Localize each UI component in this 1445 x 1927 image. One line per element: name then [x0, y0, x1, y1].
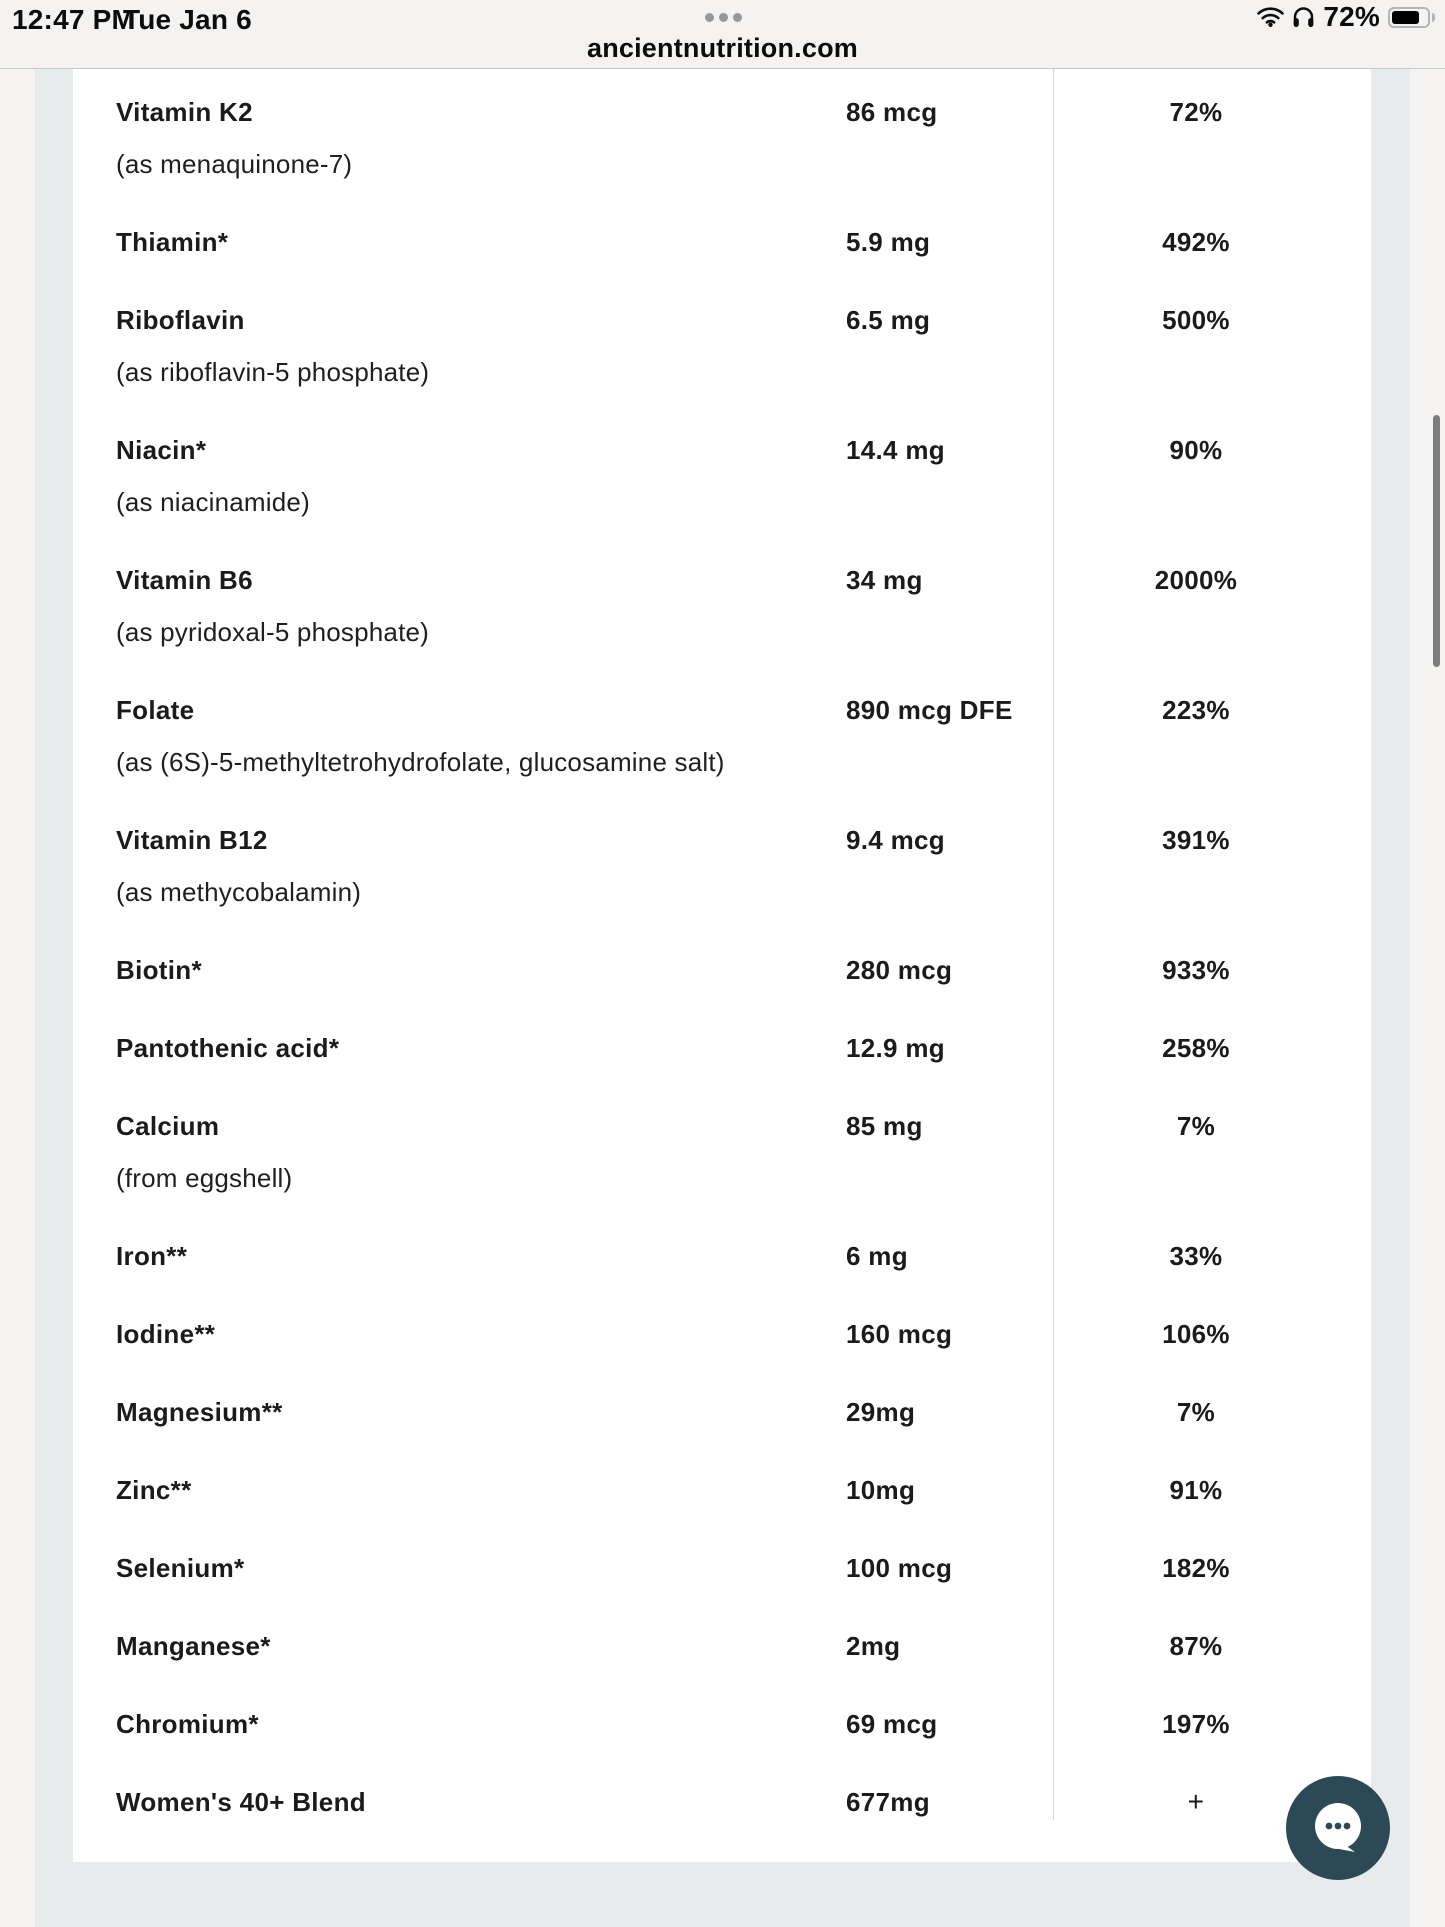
table-row [116, 203, 1371, 281]
nutrient-amount: 9.4 mcg [846, 824, 945, 855]
nutrient-name: Biotin* [116, 954, 202, 985]
nutrient-daily-value: 7% [1176, 1110, 1216, 1141]
nutrient-name: Selenium* [116, 1552, 245, 1583]
nutrient-daily-value: 197% [1162, 1708, 1230, 1739]
nutrient-amount: 5.9 mg [846, 226, 931, 257]
nutrient-daily-value: 33% [1169, 1240, 1223, 1271]
nutrient-source: (as niacinamide) [116, 486, 310, 517]
status-date: Tue Jan 6 [123, 4, 252, 35]
nutrient-amount: 6 mg [846, 1240, 908, 1271]
nutrient-name: Iodine** [116, 1318, 216, 1349]
table-row [116, 281, 1371, 411]
nutrient-daily-value: 500% [1162, 304, 1230, 335]
nutrient-amount: 14.4 mg [846, 434, 945, 465]
table-row [116, 411, 1371, 541]
nutrient-daily-value: 391% [1162, 824, 1230, 855]
table-row [116, 1087, 1371, 1217]
battery-icon [1388, 7, 1430, 28]
nutrient-daily-value: 258% [1162, 1032, 1230, 1063]
table-row [116, 1009, 1371, 1087]
nutrient-name: Folate [116, 694, 195, 725]
nutrient-daily-value: 492% [1162, 226, 1230, 257]
browser-toolbar [0, 0, 1445, 69]
nutrient-name: Calcium [116, 1110, 220, 1141]
table-row [116, 73, 1371, 203]
nutrient-name: Vitamin B6 [116, 564, 253, 595]
nutrient-amount: 29mg [846, 1396, 916, 1427]
supplement-facts-card [73, 69, 1371, 1862]
nutrient-daily-value: 7% [1176, 1396, 1216, 1427]
wifi-icon [1257, 7, 1284, 27]
nutrient-name: Vitamin B12 [116, 824, 268, 855]
nutrient-name: Zinc** [116, 1474, 192, 1505]
chat-bubble-icon [1309, 1799, 1367, 1857]
nutrient-amount: 890 mcg DFE [846, 694, 1013, 725]
nutrient-name: Magnesium** [116, 1396, 283, 1427]
battery-nub [1432, 13, 1435, 22]
nutrient-daily-value: 223% [1162, 694, 1230, 725]
nutrient-source: (as (6S)-5-methyltetrohydrofolate, glucosamine salt) [116, 746, 725, 777]
chat-launcher-button[interactable] [1286, 1776, 1390, 1880]
nutrient-name: Chromium* [116, 1708, 259, 1739]
battery-percent: 72% [1323, 1, 1380, 32]
table-row [116, 1529, 1371, 1607]
nutrient-amount: 160 mcg [846, 1318, 953, 1349]
nutrient-name: Niacin* [116, 434, 207, 465]
nutrient-daily-value: 2000% [1154, 564, 1238, 595]
nutrient-source: (as methycobalamin) [116, 876, 362, 907]
table-row [116, 801, 1371, 931]
nutrient-amount: 6.5 mg [846, 304, 931, 335]
nutrient-amount: 86 mcg [846, 96, 938, 127]
nutrient-name: Women's 40+ Blend [116, 1786, 366, 1817]
table-row [116, 1451, 1371, 1529]
nutrient-source: (from eggshell) [116, 1162, 293, 1193]
table-row [116, 1295, 1371, 1373]
nutrient-daily-value: 106% [1162, 1318, 1230, 1349]
nutrient-daily-value: 87% [1169, 1630, 1223, 1661]
nutrient-name: Pantothenic acid* [116, 1032, 340, 1063]
nutrient-source: (as menaquinone-7) [116, 148, 353, 179]
multitask-dots-icon[interactable] [705, 13, 742, 22]
nutrient-daily-value: + [1187, 1786, 1205, 1817]
table-row [116, 671, 1371, 801]
table-row [116, 1685, 1371, 1763]
url-bar[interactable]: ancientnutrition.com [586, 33, 858, 63]
nutrient-amount: 85 mg [846, 1110, 923, 1141]
nutrient-daily-value: 933% [1162, 954, 1230, 985]
scrollbar-thumb[interactable] [1433, 415, 1440, 667]
nutrient-amount: 2mg [846, 1630, 901, 1661]
nutrient-amount: 10mg [846, 1474, 916, 1505]
nutrient-amount: 280 mcg [846, 954, 953, 985]
nutrient-name: Manganese* [116, 1630, 271, 1661]
table-row [116, 1607, 1371, 1685]
nutrient-name: Riboflavin [116, 304, 245, 335]
nutrient-daily-value: 90% [1169, 434, 1223, 465]
nutrient-amount: 100 mcg [846, 1552, 953, 1583]
table-row [116, 1373, 1371, 1451]
table-row [116, 1217, 1371, 1295]
table-row [116, 931, 1371, 1009]
nutrient-daily-value: 182% [1162, 1552, 1230, 1583]
nutrient-amount: 12.9 mg [846, 1032, 945, 1063]
headphones-icon [1292, 6, 1315, 28]
nutrient-daily-value: 91% [1169, 1474, 1223, 1505]
nutrient-amount: 69 mcg [846, 1708, 938, 1739]
table-row [116, 1763, 1371, 1841]
nutrient-amount: 677mg [846, 1786, 930, 1817]
nutrient-daily-value: 72% [1169, 96, 1223, 127]
nutrient-source: (as riboflavin-5 phosphate) [116, 356, 430, 387]
nutrient-amount: 34 mg [846, 564, 923, 595]
nutrient-source: (as pyridoxal-5 phosphate) [116, 616, 430, 647]
supplement-table [73, 69, 1371, 1841]
nutrient-name: Vitamin K2 [116, 96, 253, 127]
nutrient-name: Iron** [116, 1240, 188, 1271]
table-row [116, 541, 1371, 671]
nutrient-name: Thiamin* [116, 226, 229, 257]
status-time: 12:47 PM [12, 4, 135, 35]
